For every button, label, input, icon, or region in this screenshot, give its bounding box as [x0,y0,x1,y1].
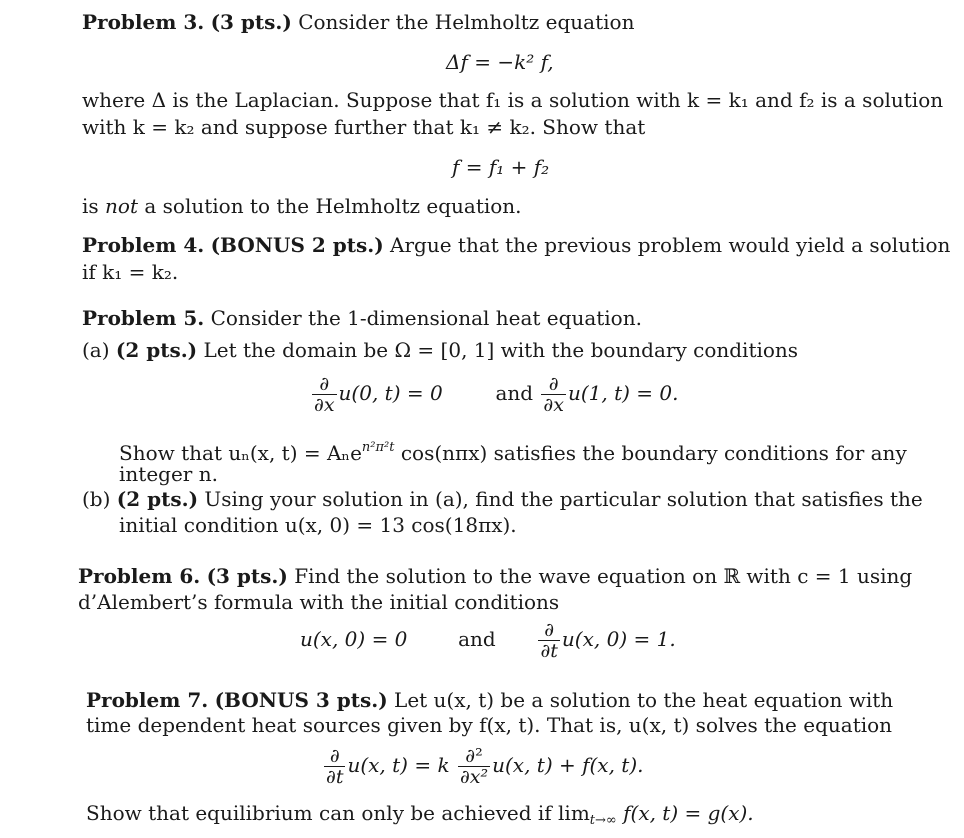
dt-denominator: ∂t [326,766,344,788]
problem-7-points: (BONUS 3 pts.) [214,688,388,712]
problem-5b-label: (b) [82,487,111,511]
boundary-conditions [310,374,678,415]
bc1-numerator: ∂ [319,373,330,395]
bc2-numerator: ∂ [548,373,559,395]
problem-5-title: Problem 5. [82,306,205,330]
problem-3-heading [82,10,634,34]
eq-middle: u(x, t) = k [347,753,450,777]
problem-5a-points: (2 pts.) [115,338,198,362]
problem-5a-heading [82,338,798,362]
dt-numerator: ∂ [329,745,340,767]
problem-7-text: Let u(x, t) be a solution to the heat equation with [394,688,894,712]
problem-6-title: Problem 6. [78,564,201,588]
problem-5-heading [82,306,642,330]
problem-3-is: is [82,194,99,218]
ic-and: and [458,627,496,651]
bc-and: and [495,381,534,405]
problem-7-line2: time dependent heat sources given by f(x, t). That is, u(x, t) solves the equation [86,713,893,737]
problem-6-points: (3 pts.) [206,564,288,588]
show-post: cos(nπx) satisfies the boundary conditions for any [400,441,907,465]
problem-3-not: not [105,194,138,218]
show-exponent: n²π²t [361,440,395,455]
problem-4-text: Argue that the previous problem would yield a solution [390,233,951,257]
problem-5a-line2: integer n. [119,462,218,486]
problem-3-line2: where Δ is the Laplacian. Suppose that f₁ is a solution with k = k₁ and f₂ is a solution [82,88,944,112]
problem-5b-text: Using your solution in (a), find the particular solution that satisfies the [204,487,923,511]
heat-source-equation [322,746,644,787]
problem-5a-label: (a) [82,338,110,362]
dxx-denominator: ∂x² [459,766,489,788]
last-end: f(x, t) = g(x). [616,801,754,825]
bc1-expression: u(0, t) = 0 [338,381,443,405]
problem-5-intro: Consider the 1-dimensional heat equation. [210,306,642,330]
problem-5a-text: Let the domain be Ω = [0, 1] with the boundary conditions [203,338,799,362]
bc1-derivative [312,374,337,415]
problem-7-heading [86,688,893,712]
initial-conditions [300,620,676,661]
problem-4-heading [82,233,950,257]
problem-7-title: Problem 7. [86,688,209,712]
ic1-expression: u(x, 0) = 0 [300,627,408,651]
show-pre: Show that uₙ(x, t) = Aₙe [119,441,362,465]
problem-4-title: Problem 4. [82,233,205,257]
ic2-expression: u(x, 0) = 1. [561,627,676,651]
bc1-denominator: ∂x [314,394,335,416]
sum-equation: f = f₁ + f₂ [452,155,550,179]
ic2-denominator: ∂t [540,640,558,662]
dt-derivative [324,746,345,787]
bc2-expression: u(1, t) = 0. [567,381,679,405]
problem-4-line2: if k₁ = k₂. [82,260,179,284]
problem-3-line3: with k = k₂ and suppose further that k₁ ≠ k₂. Show that [82,115,646,139]
problem-6-heading [78,564,912,588]
problem-5b-heading [82,487,923,511]
dxx-numerator: ∂² [465,745,483,767]
problem-6-text: Find the solution to the wave equation on ℝ with c = 1 using [294,564,913,588]
ic2-derivative [538,620,559,661]
problem-6-line2: d’Alembert’s formula with the initial conditions [78,590,560,614]
problem-5b-points: (2 pts.) [116,487,199,511]
bc2-denominator: ∂x [543,394,564,416]
problem-5b-line2: initial condition u(x, 0) = 13 cos(18πx). [119,513,517,537]
limit-subscript: t→∞ [589,813,617,828]
helmholtz-equation: Δf = −k² f, [446,50,554,74]
bc2-derivative [541,374,566,415]
problem-3-points: (3 pts.) [210,10,292,34]
eq-end: u(x, t) + f(x, t). [492,753,644,777]
problem-3-title: Problem 3. [82,10,205,34]
ic2-numerator: ∂ [544,619,555,641]
problem-7-last [86,801,754,833]
problem-3-intro: Consider the Helmholtz equation [298,10,635,34]
problem-5a-show [119,436,907,465]
dxx-derivative [458,746,490,787]
last-text: Show that equilibrium can only be achieved if lim [86,801,590,825]
problem-4-points: (BONUS 2 pts.) [210,233,384,257]
problem-3-tail: a solution to the Helmholtz equation. [144,194,522,218]
problem-3-line4 [82,194,522,218]
